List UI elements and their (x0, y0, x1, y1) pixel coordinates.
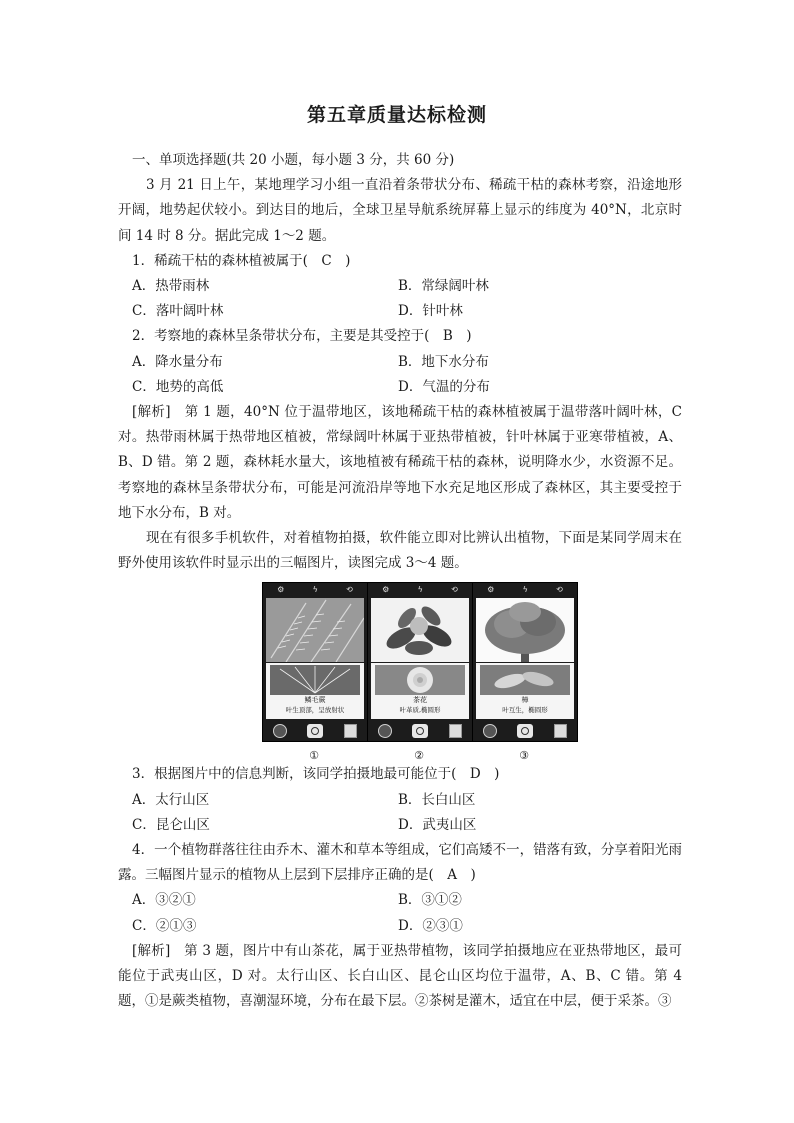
phone-screenshot-2 (367, 582, 473, 742)
phone-top-bar (368, 583, 472, 596)
question-1-stem: 1．稀疏干枯的森林植被属于( C ) (132, 252, 351, 269)
q1-option-c: C．落叶阔叶林 (132, 303, 224, 320)
plant-desc-1: 叶生顶部，呈放射状 (285, 706, 345, 715)
gear-icon: ⚙ (382, 585, 390, 595)
q3-option-d: D．武夷山区 (398, 816, 477, 833)
analysis-2: [解析] 第 3 题，图片中有山茶花，属于亚热带植物，该同学拍摄地应在亚热带地区，最可能位于武夷山区，D 对。太行山区、长白山区、昆仑山区均位于温带，A、B、C 错。第 4 题，①是蕨类植物，喜潮湿环境，分布在最下层。②茶树是灌木，适宜在中层，便于采茶。③ (118, 942, 682, 1010)
q4-option-c: C．②①③ (132, 917, 197, 934)
camphor-thumbnail (480, 665, 570, 695)
figure-label-3: ③ (519, 749, 529, 763)
image-icon[interactable] (554, 724, 567, 738)
camera-button[interactable] (517, 724, 533, 738)
phone-screenshot-3 (472, 582, 578, 742)
q2-option-c: C．地势的高低 (132, 378, 224, 395)
plant-desc-2: 叶革质,椭圆形 (399, 706, 441, 715)
image-icon[interactable] (344, 724, 357, 738)
question-1-options (118, 274, 682, 324)
gallery-button[interactable] (483, 724, 497, 738)
plant-desc-3: 叶互生，椭圆形 (502, 706, 548, 715)
switch-camera-icon: ⟲ (451, 585, 458, 595)
content (118, 148, 682, 1014)
camellia-photo (371, 598, 469, 662)
phone-top-bar (473, 583, 577, 596)
analysis-1: [解析] 第 1 题，40°N 位于温带地区，该地稀疏干枯的森林植被属于温带落叶阔叶林，C 对。热带雨林属于热带地区植被，常绿阔叶林属于亚热带植被，针叶林属于亚寒带植被，A、B、D 错。第 2 题，森林耗水量大，该地植被有稀疏干枯的森林，说明降水少，水资源不足。考察地的森林呈条带状分布，可能是河流沿岸等地下水充足地区形成了森林区，其主要受控于地下水分布，B 对。 (118, 404, 682, 521)
question-4-stem: 4．一个植物群落往往由乔木、灌木和草本等组成，它们高矮不一，错落有致，分享着阳光雨露。三幅图片显示的植物从上层到下层排序正确的是( A ) (118, 842, 682, 884)
camera-icon (311, 727, 319, 735)
q2-option-d: D．气温的分布 (398, 378, 490, 395)
gear-icon: ⚙ (487, 585, 495, 595)
plant-name-1: 鳞毛蕨 (304, 696, 326, 705)
gallery-button[interactable] (378, 724, 392, 738)
result-card-1 (266, 663, 364, 719)
switch-camera-icon: ⟲ (556, 585, 563, 595)
q2-option-a: A．降水量分布 (132, 353, 223, 370)
plant-name-3: 樟 (521, 696, 529, 705)
flash-icon: ϟ (522, 585, 528, 595)
phone-top-bar (263, 583, 367, 596)
plant-name-2: 茶花 (413, 696, 427, 705)
flash-icon: ϟ (312, 585, 318, 595)
fern-photo (266, 598, 364, 662)
camphor-tree-photo (476, 598, 574, 662)
q1-option-d: D．针叶林 (398, 303, 463, 320)
camera-button[interactable] (307, 724, 323, 738)
plant-app-figures (118, 582, 682, 763)
camera-button[interactable] (412, 724, 428, 738)
phone-screenshot-1 (262, 582, 368, 742)
camera-icon (416, 727, 424, 735)
phone-bottom-bar (368, 721, 472, 741)
gallery-button[interactable] (273, 724, 287, 738)
q2-option-b: B．地下水分布 (398, 353, 489, 370)
flash-icon: ϟ (417, 585, 423, 595)
figure-label-1: ① (309, 749, 319, 763)
question-2-options (118, 350, 682, 400)
result-card-3 (476, 663, 574, 719)
switch-camera-icon: ⟲ (346, 585, 353, 595)
q1-option-a: A．热带雨林 (132, 278, 210, 295)
q4-option-b: B．③①② (398, 892, 462, 909)
fern-thumbnail (270, 665, 360, 695)
page-title: 第五章质量达标检测 (306, 104, 487, 126)
section-heading: 一、单项选择题(共 20 小题，每小题 3 分，共 60 分) (132, 152, 455, 168)
q4-option-d: D．②③① (398, 917, 463, 934)
figure-label-2: ② (414, 749, 424, 763)
question-3-stem: 3．根据图片中的信息判断，该同学拍摄地最可能位于( D ) (132, 766, 500, 783)
image-icon[interactable] (449, 724, 462, 738)
q3-option-a: A．太行山区 (132, 791, 210, 808)
phone-bottom-bar (263, 721, 367, 741)
intro-paragraph-2: 现在有很多手机软件，对着植物拍摄，软件能立即对比辨认出植物，下面是某同学周末在野外使用该软件时显示出的三幅图片，读图完成 3～4 题。 (118, 530, 682, 572)
q1-option-b: B．常绿阔叶林 (398, 278, 489, 295)
camera-icon (521, 727, 529, 735)
q4-option-a: A．③②① (132, 892, 196, 909)
q3-option-b: B．长白山区 (398, 791, 476, 808)
question-3-options (118, 788, 682, 838)
gear-icon: ⚙ (277, 585, 285, 595)
result-card-2 (371, 663, 469, 719)
question-2-stem: 2．考察地的森林呈条带状分布，主要是其受控于( B ) (132, 328, 472, 345)
question-4-options (118, 888, 682, 938)
intro-paragraph-1: 3 月 21 日上午，某地理学习小组一直沿着条带状分布、稀疏干枯的森林考察，沿途地形开阔，地势起伏较小。到达目的地后，全球卫星导航系统屏幕上显示的纬度为 40°N，北京时间 14 时 8 分。据此完成 1～2 题。 (118, 177, 682, 244)
q3-option-c: C．昆仑山区 (132, 816, 210, 833)
camellia-thumbnail (375, 665, 465, 695)
phone-bottom-bar (473, 721, 577, 741)
